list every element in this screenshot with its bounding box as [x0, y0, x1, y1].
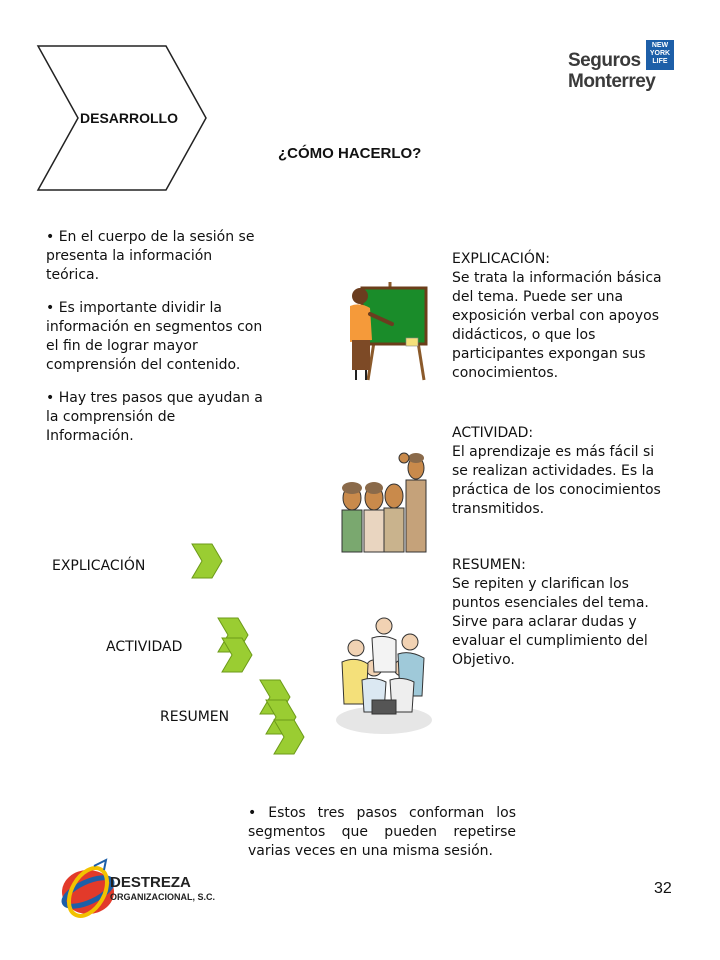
resumen-block — [452, 556, 662, 670]
bullet-1: • En el cuerpo de la sesión se presenta la información teórica. — [46, 229, 255, 283]
explicacion-text: Se trata la información básica del tema. Puede ser una exposición verbal con apoyos didácticos, o que los participantes expongan sus conocimientos. — [452, 270, 662, 381]
badge-line-2: YORK — [649, 50, 671, 57]
left-bullet-list — [46, 228, 264, 460]
new-york-life-badge — [646, 40, 674, 70]
bullet-3: • Hay tres pasos que ayudan a la comprensión de Información. — [46, 390, 263, 444]
actividad-block — [452, 424, 662, 519]
group-people-illustration — [338, 446, 430, 554]
step-chevrons — [188, 540, 328, 760]
resumen-text: Se repiten y clarifican los puntos esenciales del tema. Sirve para aclarar dudas y evaluar el cumplimiento del Objetivo. — [452, 576, 649, 668]
step-label-explicacion: EXPLICACIÓN — [52, 558, 146, 574]
explicacion-block — [452, 250, 662, 383]
destreza-logo — [58, 856, 238, 920]
logo-word-seguros: Seguros — [568, 50, 641, 71]
destreza-subtitle: ORGANIZACIONAL, S.C. — [110, 892, 215, 902]
step-label-resumen: RESUMEN — [160, 709, 230, 725]
page-title: ¿CÓMO HACERLO? — [278, 145, 422, 162]
page-number: 32 — [654, 880, 672, 897]
badge-line-3: LIFE — [652, 58, 668, 65]
section-label: DESARROLLO — [80, 110, 178, 126]
team-meeting-illustration — [334, 612, 434, 736]
step-label-actividad: ACTIVIDAD — [106, 639, 183, 655]
logo-word-monterrey: Monterrey — [568, 71, 656, 92]
teacher-chalkboard-illustration — [340, 272, 440, 384]
chevron-resumen-3 — [274, 720, 304, 754]
chevron-explicacion-1 — [192, 544, 222, 578]
chevron-actividad-2 — [222, 638, 252, 672]
bullet-2: • Es importante dividir la información en segmentos con el fin de lograr mayor comprensión del contenido. — [46, 300, 263, 373]
badge-line-1: NEW — [651, 42, 669, 49]
seguros-monterrey-logo — [568, 40, 678, 100]
destreza-name: DESTREZA — [110, 874, 191, 891]
actividad-heading: ACTIVIDAD: — [452, 425, 534, 441]
explicacion-heading: EXPLICACIÓN: — [452, 251, 551, 267]
bottom-note: • Estos tres pasos conforman los segmentos que pueden repetirse varias veces en una misma sesión. — [248, 805, 516, 859]
actividad-text: El aprendizaje es más fácil si se realizan actividades. Es la práctica de los conocimientos transmitidos. — [452, 444, 661, 517]
resumen-heading: RESUMEN: — [452, 557, 526, 573]
